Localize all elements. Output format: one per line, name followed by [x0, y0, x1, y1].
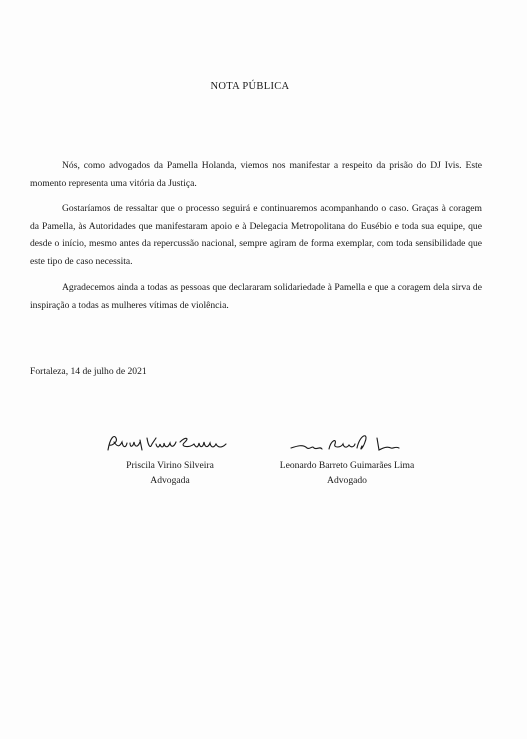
signatory-name: Priscila Virino Silveira [126, 460, 214, 471]
signatory-role: Advogado [327, 475, 367, 486]
document-title: NOTA PÚBLICA [210, 81, 290, 92]
paragraph-3-text: Agradecemos ainda a todas as pessoas que declararam solidariedade à Pamella e que a coragem dela sirva de inspiração a todas as mulheres vítimas de violência. [30, 282, 482, 311]
paragraph-1 [30, 157, 482, 192]
signature-block-left [85, 428, 255, 488]
signatory-name: Leonardo Barreto Guimarães Lima [279, 460, 415, 471]
date-line: Fortaleza, 14 de julho de 2021 [30, 366, 147, 377]
handwritten-signature-left [100, 428, 240, 458]
paragraph-2 [30, 200, 482, 270]
signature-block-right [262, 428, 432, 488]
handwritten-signature-right [277, 428, 417, 458]
paragraph-1-text: Nós, como advogados da Pamella Holanda, viemos nos manifestar a respeito da prisão do DJ Ivis. Este momento representa uma vitória da Justiça. [30, 160, 482, 189]
signatory-role: Advogada [150, 475, 190, 486]
paragraph-2-text: Gostaríamos de ressaltar que o processo seguirá e continuaremos acompanhando o caso. Graças à coragem da Pamella, às Autoridades que manifestaram apoio e à Delegacia Metropolitana do Eusébio e toda sua equipe, que desde o início, mesmo antes da repercussão nacional, sempre agiram de forma exemplar, com toda sensibilidade que este tipo de caso necessita. [30, 203, 482, 267]
paragraph-3 [30, 279, 482, 314]
